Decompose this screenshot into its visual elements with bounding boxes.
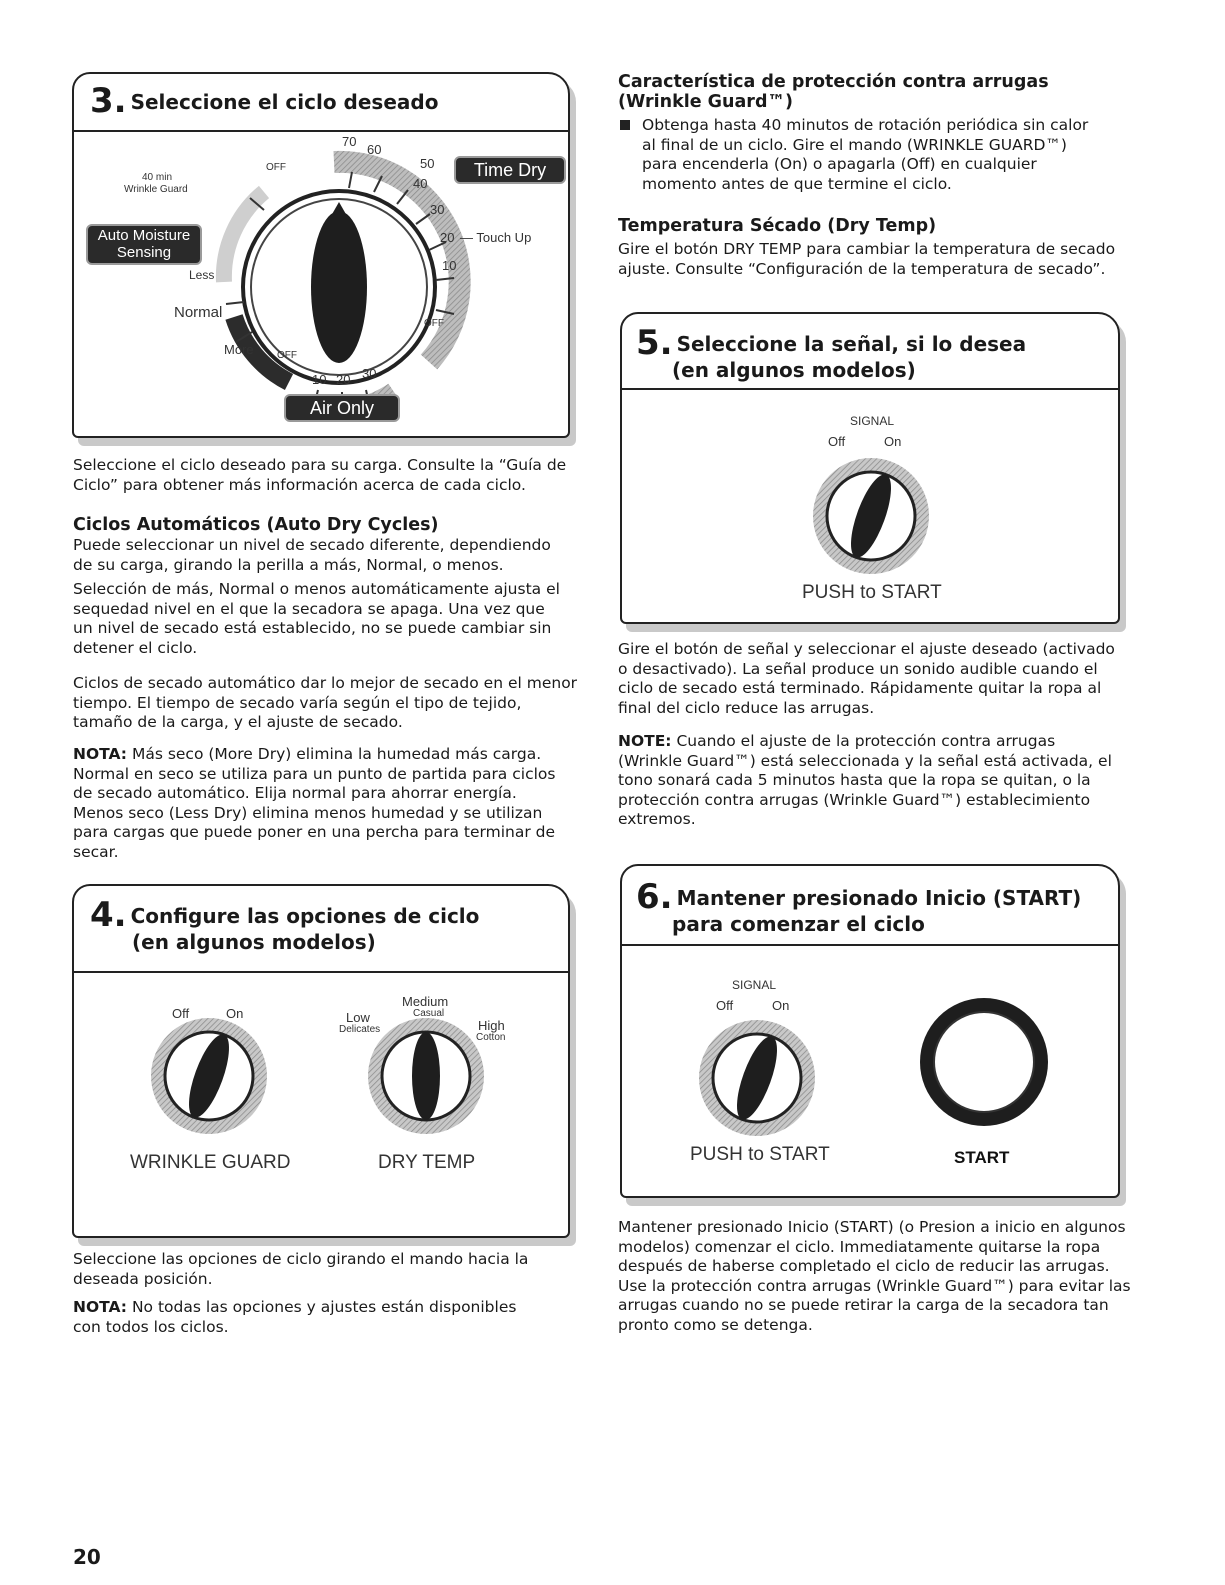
wrinkle-heading-line2: (Wrinkle Guard™)	[618, 92, 793, 112]
signal-on-label: On	[884, 434, 902, 449]
step-title-line1: Configure las opciones de ciclo	[130, 904, 480, 928]
note-text: Más seco (More Dry) elimina la humedad más carga. Normal en seco se utiliza para un punto de partida para ciclos de secado automático. Elija normal para ahorrar energía. Menos seco (Less Dry) elimina menos humedad y se utilizan para cargas que puede poner en una percha para terminar de secar.	[73, 745, 556, 861]
auto-cycles-heading: Ciclos Automáticos (Auto Dry Cycles)	[73, 515, 439, 535]
step-number: 5.	[636, 323, 673, 363]
wg-label: Wrinkle Guard	[124, 184, 188, 195]
off-top-label: OFF	[266, 162, 286, 173]
signal-knob-illustration	[796, 454, 946, 584]
normal-label: Normal	[174, 304, 223, 321]
note-text: Cuando el ajuste de la protección contra arrugas (Wrinkle Guard™) está seleccionada y la señal está activada, el tono sonará cada 5 minutos hasta que la ropa se quitan, o la protección contra arrugas (Wrinkle Guard™) establecimiento extremos.	[618, 732, 1112, 828]
time-60: 60	[367, 142, 382, 157]
wrinkle-heading	[618, 72, 1138, 112]
step4-note	[73, 1298, 543, 1337]
note-text: No todas las opciones y ajustes están disponibles con todos los ciclos.	[73, 1298, 517, 1336]
signal-knob-illustration	[682, 1016, 832, 1146]
air-30: 30	[362, 366, 377, 381]
step3-caption: Seleccione el ciclo deseado para su carga. Consulte la “Guía de Ciclo” para obtener más información acerca de cada ciclo.	[73, 456, 567, 494]
bullet-icon	[620, 120, 630, 130]
step6-panel	[620, 864, 1120, 1198]
step4-panel	[72, 884, 570, 1238]
step-number: 4.	[90, 895, 127, 935]
note-label: NOTE:	[618, 732, 672, 750]
wrinkle-guard-label: WRINKLE GUARD	[130, 1152, 291, 1173]
delicates-label: Delicates	[339, 1024, 381, 1035]
note-label: NOTA:	[73, 1298, 128, 1316]
time-10: 10	[442, 258, 457, 273]
touch-up-label: — Touch Up	[460, 230, 532, 245]
step5-panel	[620, 312, 1120, 624]
medium-label: Medium	[402, 994, 449, 1009]
step5-caption: Gire el botón de señal y seleccionar el ajuste deseado (activado o desactivado). La señal produce un sonido audible cuando el ciclo de secado está terminado. Rápidamente quitar la ropa al final del ciclo reduce las arrugas.	[618, 640, 1115, 717]
wg-off-label: Off	[172, 1006, 190, 1021]
wg-40-label: 40 min	[142, 172, 173, 183]
step-title-line2: (en algunos modelos)	[132, 930, 376, 954]
auto-moisture-text: Auto Moisture Sensing	[97, 227, 191, 261]
page-number: 20	[73, 1545, 101, 1569]
more-label: More	[224, 342, 254, 357]
wrinkle-heading-line1: Característica de protección contra arrugas	[618, 72, 1049, 92]
step-number: 6.	[636, 877, 673, 917]
step4-caption: Seleccione las opciones de ciclo girando el mando hacia la deseada posición.	[73, 1250, 529, 1288]
step-title-line1: Seleccione la señal, si lo desea	[676, 332, 1027, 356]
off-bottom-label: OFF	[277, 350, 297, 361]
step6-caption: Mantener presionado Inicio (START) (o Presion a inicio en algunos modelos) comenzar el ciclo. Immediatamente quitarse la ropa después de haberse completado el ciclo de reducir las arrugas. Use la protección contra arrugas (Wrinkle Guard™) para evitar las arrugas cuando no se puede retirar la carga de la secadora tan pronto como se detenga.	[618, 1218, 1131, 1334]
step-title-line2: (en algunos modelos)	[672, 358, 916, 382]
auto-moisture-badge	[86, 224, 202, 265]
signal-label: SIGNAL	[850, 414, 895, 428]
off-right-label: OFF	[424, 318, 444, 329]
air-10: 10	[312, 372, 327, 387]
auto-cycles-p2: Selección de más, Normal o menos automáticamente ajusta el sequedad nivel en el que la secadora se apaga. Una vez que un nivel de secado está establecido, no se puede cambiar sin detener el ciclo.	[73, 580, 560, 657]
auto-cycles-note	[73, 745, 568, 862]
cotton-label: Cotton	[476, 1032, 506, 1043]
air-only-badge: Air Only	[284, 394, 400, 422]
signal-off-label: Off	[828, 434, 846, 449]
auto-cycles-p3: Ciclos de secado automático dar lo mejor de secado en el menor tiempo. El tiempo de secado varía según el tipo de tejido, tamaño de la carga, y el ajuste de secado.	[73, 674, 578, 731]
note-label: NOTA:	[73, 745, 128, 763]
air-20: 20	[336, 372, 351, 387]
step-number: 3.	[90, 81, 127, 121]
temp-knob-handle-icon	[412, 1032, 440, 1120]
high-label: High	[478, 1018, 505, 1033]
time-20: 20	[440, 230, 455, 245]
casual-label: Casual	[413, 1008, 445, 1019]
step5-note	[618, 732, 1118, 830]
less-label: Less	[189, 268, 215, 282]
dry-temp-label: DRY TEMP	[378, 1152, 476, 1173]
time-30: 30	[430, 202, 445, 217]
knob-handle-icon	[311, 211, 367, 363]
time-40: 40	[413, 176, 428, 191]
start-label: START	[954, 1148, 1010, 1167]
wrinkle-bullet-text: Obtenga hasta 40 minutos de rotación periódica sin calor al final de un ciclo. Gire el mando (WRINKLE GUARD™) para encenderla (On) o apagarla (Off) en cualquier momento antes de que termine el ciclo.	[642, 116, 1089, 193]
option-knobs-illustration	[74, 1016, 568, 1216]
start-button	[934, 1012, 1034, 1112]
low-label: Low	[346, 1010, 370, 1025]
time-dry-badge: Time Dry	[454, 156, 566, 184]
dry-temp-heading: Temperatura Sécado (Dry Temp)	[618, 216, 937, 236]
dry-temp-text: Gire el botón DRY TEMP para cambiar la temperatura de secado ajuste. Consulte “Configuración de la temperatura de secado”.	[618, 240, 1116, 278]
step-title-line1: Mantener presionado Inicio (START)	[676, 886, 1082, 910]
auto-cycles-p1: Puede seleccionar un nivel de secado diferente, dependiendo de su carga, girando la perilla a más, Normal, o menos.	[73, 536, 551, 574]
start-button-illustration	[914, 992, 1054, 1132]
signal-on-label: On	[772, 998, 790, 1013]
time-50: 50	[420, 156, 435, 171]
step3-title	[90, 81, 439, 121]
step6-title	[636, 877, 1082, 937]
wg-on-label: On	[226, 1006, 244, 1021]
push-to-start-label: PUSH to START	[690, 1144, 830, 1165]
step3-panel	[72, 72, 570, 438]
push-to-start-label: PUSH to START	[802, 582, 942, 603]
signal-off-label: Off	[716, 998, 734, 1013]
step-title-line2: para comenzar el ciclo	[672, 912, 925, 936]
signal-label: SIGNAL	[732, 978, 777, 992]
step4-title	[90, 895, 480, 955]
time-70: 70	[342, 134, 357, 149]
step-title-text: Seleccione el ciclo deseado	[130, 90, 439, 114]
step5-title	[636, 323, 1027, 383]
